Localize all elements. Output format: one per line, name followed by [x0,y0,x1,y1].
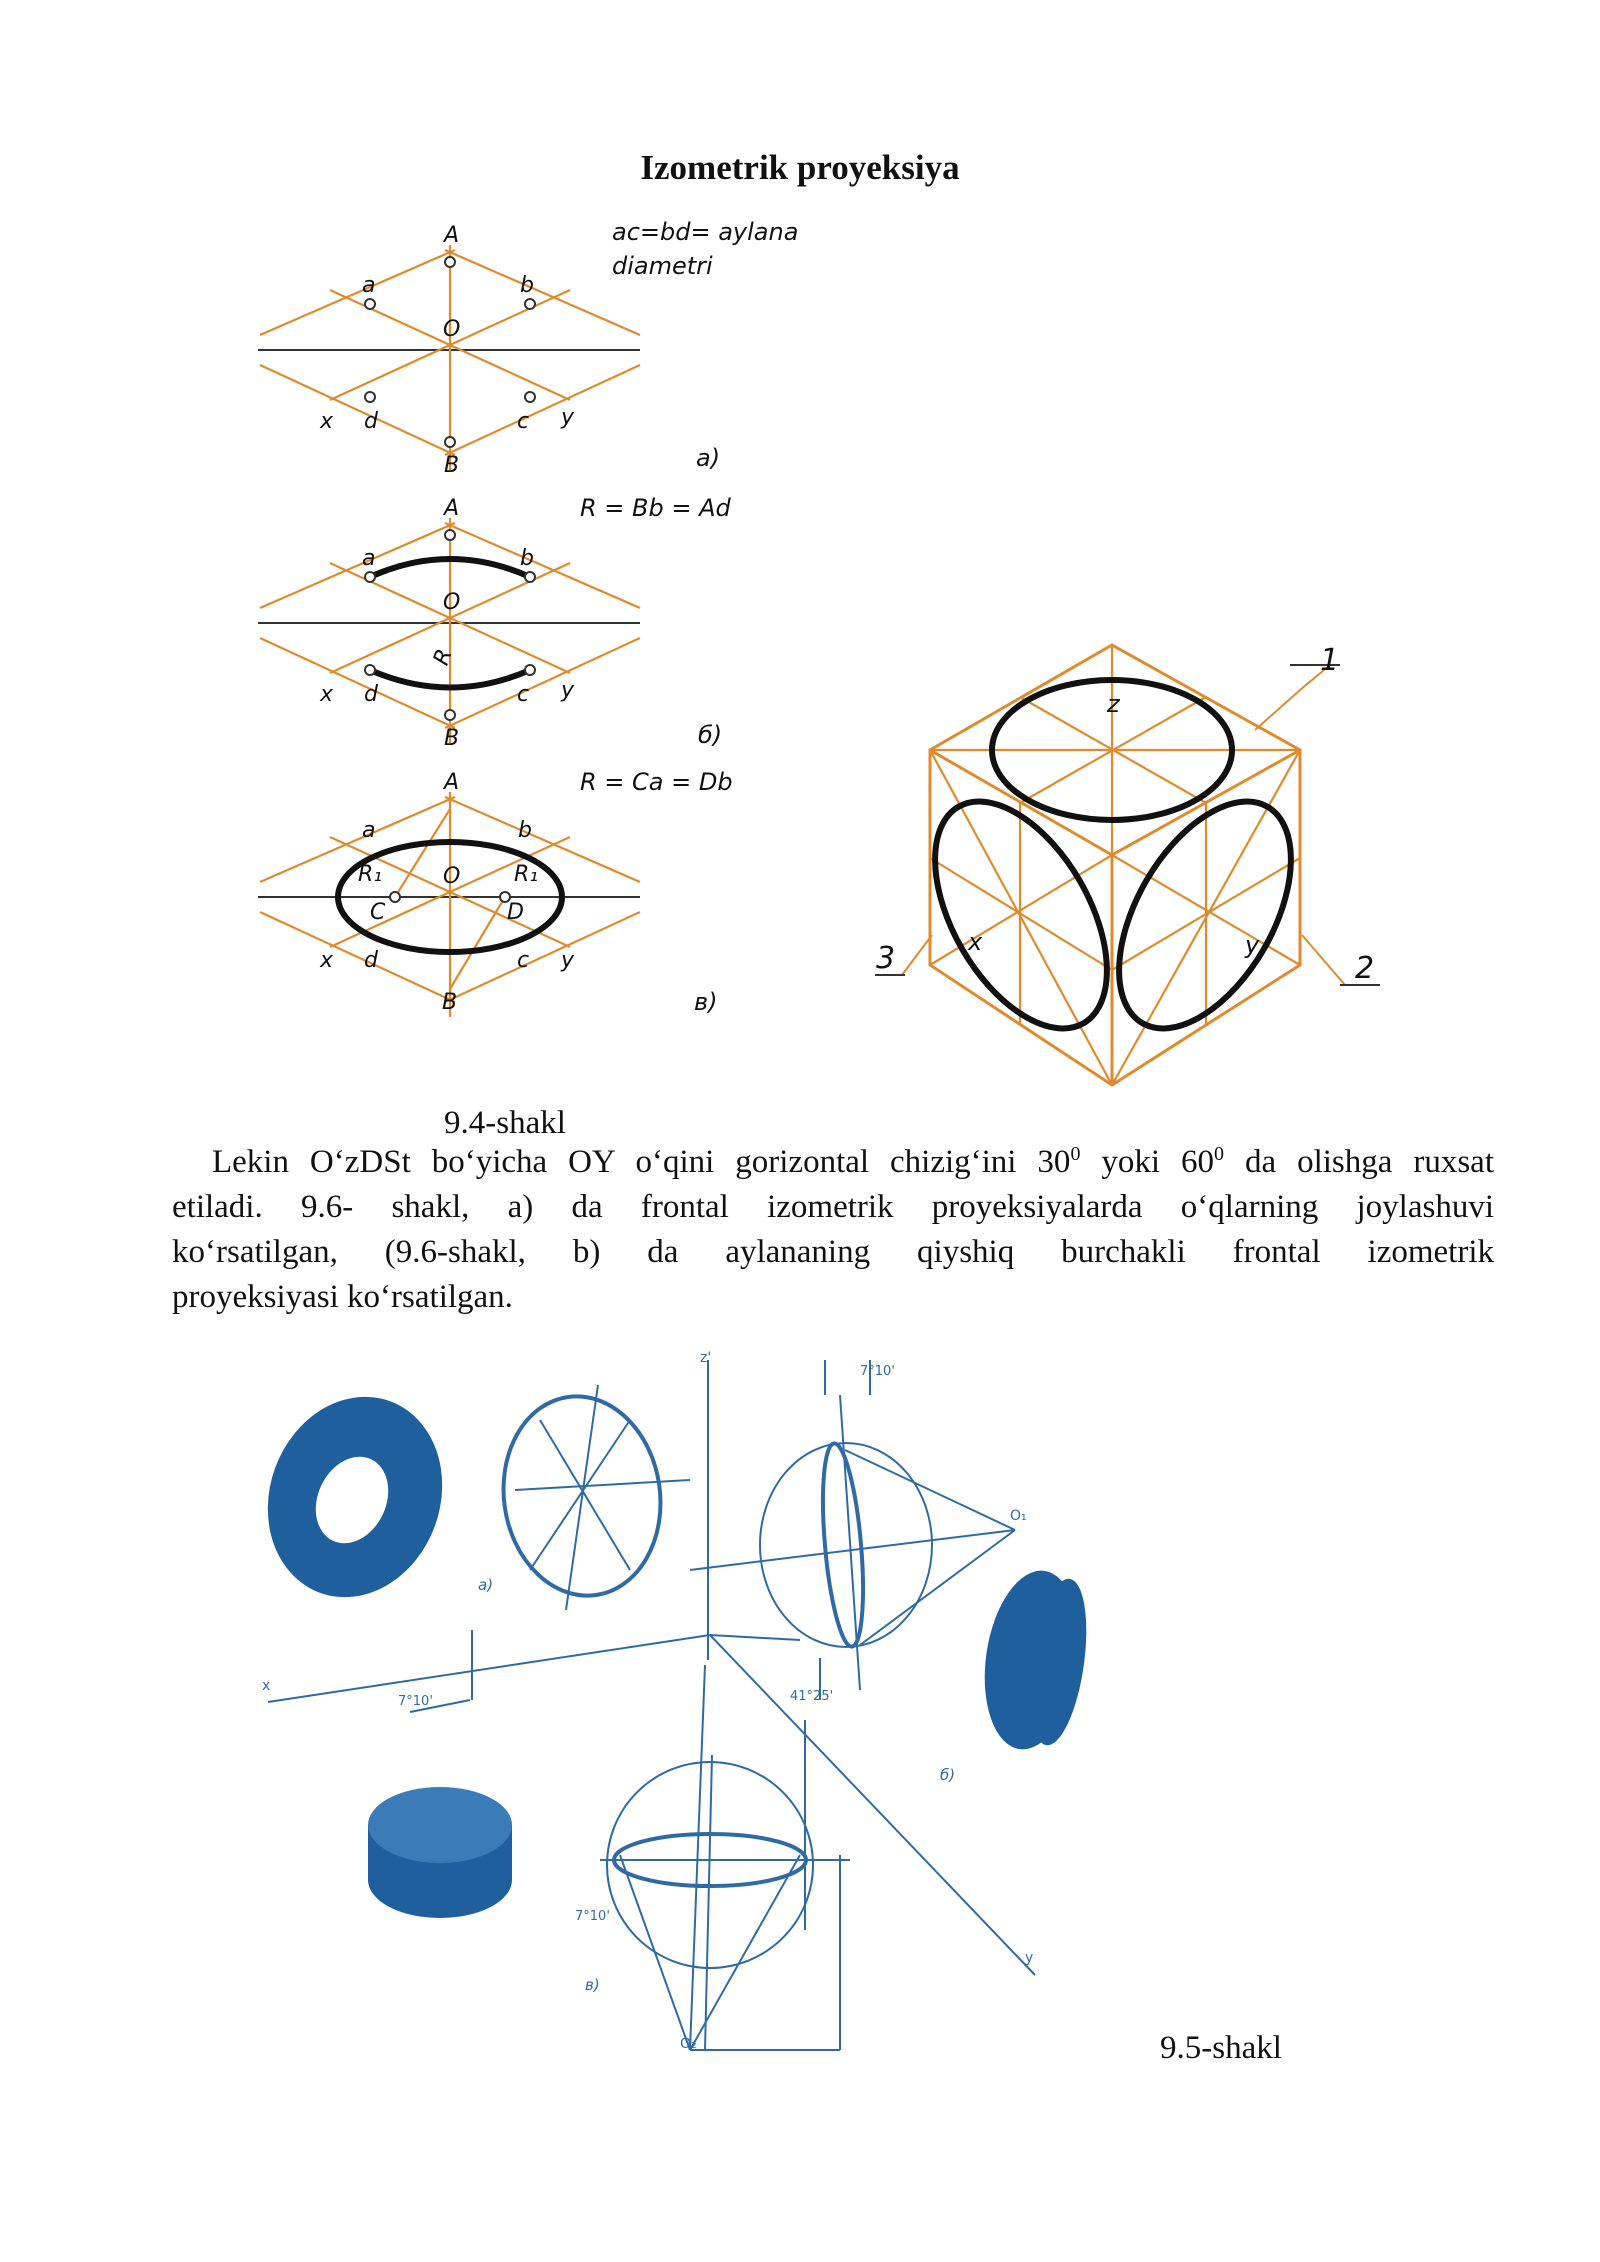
ring-solid-icon [240,1372,470,1622]
cube-x-label: x [968,928,983,956]
cube-y-label: y [1245,931,1260,959]
subfig-b-label: б) [940,1766,956,1784]
paragraph-line-2: etiladi. 9.6- shakl, a) da frontal izometrik proyeksiyalarda o‘qlarning joylashuvi [172,1189,1494,1225]
axis-y-label: y [561,678,575,703]
paragraph-line-3: ko‘rsatilgan, (9.6-shakl, b) da aylananing qiyshiq burchakli frontal izometrik [172,1234,1494,1270]
figure-9-4-caption: 9.4-shakl [444,1105,566,1141]
cube-z-label: z [1107,690,1120,718]
point-A-label: A [444,496,460,521]
axis-x-label: x [262,1678,271,1694]
fig-a-note-1: ac=bd= aylana [612,218,799,246]
point-a-label: a [362,273,376,298]
radius-R-label: R [429,645,458,669]
puck-solid-icon [368,1787,512,1918]
point-O-label: O [443,590,461,615]
sphere-construction [690,1360,1015,1690]
figure-9-5-caption: 9.5-shakl [1160,2030,1282,2066]
cube-leader-3: 3 [876,941,896,976]
subfig-a-label: a) [478,1576,494,1594]
point-d-label: d [364,682,378,707]
point-d-label: d [364,948,378,973]
point-d-label: d [364,409,378,434]
cube-leader-2: 2 [1355,951,1375,986]
page-title: Izometrik proyeksiya [640,148,960,187]
angle-label-1: 7°10' [860,1364,895,1379]
point-c-label: c [517,682,530,707]
point-D-label: D [507,900,524,925]
point-c-label: c [517,409,530,434]
point-A-label: A [444,770,460,795]
point-O1-label: O₁ [1010,1508,1027,1524]
R1-left-label: R₁ [358,862,383,887]
axis-x-label: x [320,948,334,973]
paragraph-line-4: proyeksiyasi ko‘rsatilgan. [172,1279,513,1315]
circle-construction [491,1385,690,1610]
angle-label-3: 41°25' [790,1689,834,1704]
fig-a-tag: a) [696,444,721,472]
point-A-label: A [444,223,460,248]
axis-x-label: x [320,682,334,707]
fig-b-note: R = Bb = Ad [580,494,731,522]
axis-y-label: y [561,948,575,973]
point-a-label: a [362,818,376,843]
point-O-label: O [443,317,461,342]
point-B-label: B [442,990,458,1015]
point-B-label: B [444,726,460,751]
point-b-label: b [520,273,534,298]
angle-label-2: 7°10' [398,1694,433,1709]
paragraph-line-1: Lekin O‘zDSt bo‘yicha OY o‘qini gorizontal chizig‘ini $30^0$ yoki $60^0$ da olishga ruxsat [212,1143,1494,1180]
point-b-label: b [520,546,534,571]
point-b-label: b [518,818,532,843]
lower-sphere-construction [600,1720,850,2050]
axis-y-label: y [1025,1950,1034,1966]
angle-label-4: 7°10' [575,1909,610,1924]
axis-z-label: z' [700,1350,712,1366]
axis-x-label: x [320,409,334,434]
point-c-label: c [517,948,530,973]
point-O2-label: O₂ [680,2036,697,2052]
disk-solid-icon [974,1564,1096,1755]
point-B-label: B [444,453,460,478]
axis-y-label: y [561,405,575,430]
fig-v-note: R = Ca = Db [580,768,733,796]
fig-a-note-2: diametri [612,252,713,280]
point-a-label: a [362,546,376,571]
cube-leader-1: 1 [1320,643,1340,678]
subfig-v-label: в) [585,1976,600,1994]
point-C-label: C [370,900,386,925]
fig-v-tag: в) [694,988,718,1016]
point-O-label: O [443,864,461,889]
R1-right-label: R₁ [514,862,539,887]
fig-b-tag: б) [698,721,723,749]
